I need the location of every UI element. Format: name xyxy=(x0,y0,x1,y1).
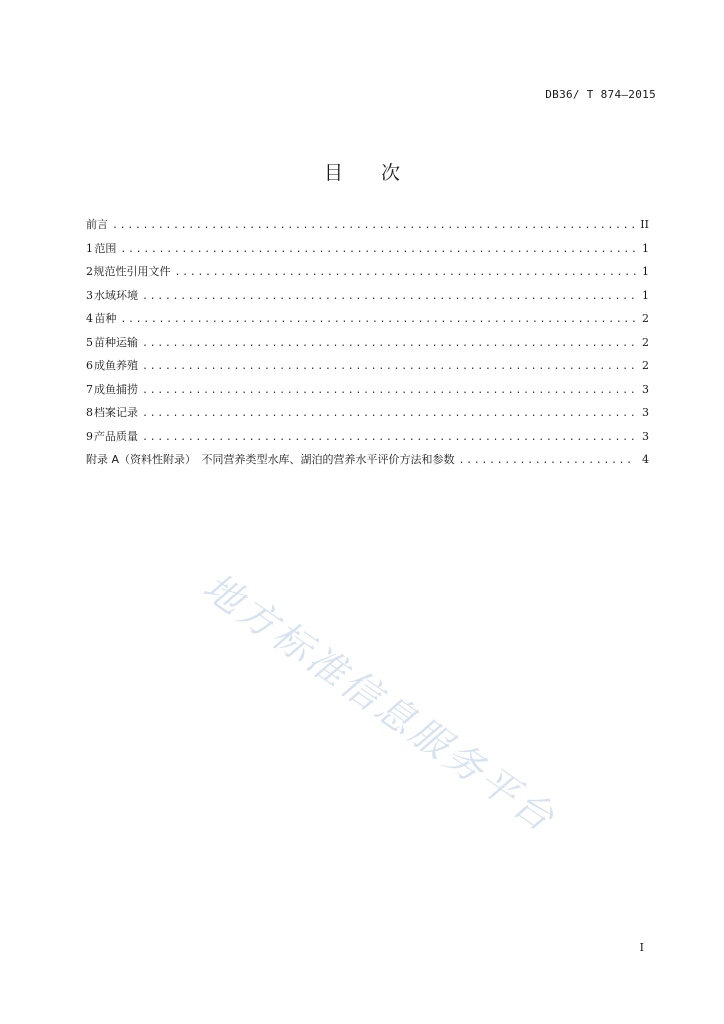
toc-entry-number: 4 xyxy=(86,312,93,325)
toc-heading xyxy=(0,158,724,185)
toc-entry-label: 范围 xyxy=(94,241,117,255)
toc-entry-fry[interactable] xyxy=(86,310,649,334)
dot-leader xyxy=(120,244,636,255)
toc-entry-adult-fish-culture[interactable] xyxy=(86,357,649,381)
toc-entry-normative-references[interactable] xyxy=(86,263,649,287)
toc-entry-page: 2 xyxy=(642,335,649,349)
dot-leader xyxy=(112,220,634,231)
toc-entry-product-quality[interactable] xyxy=(86,428,649,452)
dot-leader xyxy=(459,455,636,466)
toc-entry-number: 1 xyxy=(86,241,93,255)
toc-entry-label: 附录 A（资料性附录） 不同营养类型水库、湖泊的营养水平评价方法和参数 xyxy=(86,453,455,466)
dot-leader xyxy=(142,408,636,419)
toc-entry-page: 3 xyxy=(642,406,649,419)
document-code: DB36/ T 874—2015 xyxy=(545,88,656,101)
page-number: I xyxy=(639,941,644,954)
toc-entry-label: 苗种运输 xyxy=(94,335,138,349)
dot-leader xyxy=(142,291,636,302)
toc-entry-number: 7 xyxy=(86,382,93,396)
toc-entry-number: 6 xyxy=(86,359,93,372)
toc-entry-label: 规范性引用文件 xyxy=(93,265,171,278)
dot-leader xyxy=(142,432,636,443)
toc-entry-water-environment[interactable] xyxy=(86,287,649,311)
dot-leader xyxy=(142,385,636,396)
toc-entry-label: 产品质量 xyxy=(94,429,138,443)
toc-entry-page: 3 xyxy=(642,429,649,443)
toc-entry-records[interactable] xyxy=(86,404,649,428)
toc-entry-page: 4 xyxy=(642,453,649,466)
toc-entry-appendix-a[interactable] xyxy=(86,451,649,475)
toc-entry-page: 1 xyxy=(642,241,649,255)
toc-entry-number: 3 xyxy=(86,288,93,302)
toc-entry-label: 苗种 xyxy=(94,312,117,325)
table-of-contents xyxy=(86,216,649,475)
toc-entry-number: 8 xyxy=(86,406,93,419)
toc-entry-page: 2 xyxy=(642,359,649,372)
toc-entry-fry-transport[interactable] xyxy=(86,334,649,358)
toc-entry-label: 前言 xyxy=(86,218,108,231)
dot-leader xyxy=(142,338,636,349)
dot-leader xyxy=(120,314,636,325)
toc-entry-number: 9 xyxy=(86,429,93,443)
toc-entry-page: 3 xyxy=(642,382,649,396)
watermark: 地方标准信息服务平台 xyxy=(195,564,565,842)
toc-entry-adult-fish-harvest[interactable] xyxy=(86,381,649,405)
toc-entry-label: 档案记录 xyxy=(94,406,138,419)
toc-entry-number: 5 xyxy=(86,335,93,349)
toc-entry-label: 成鱼捕捞 xyxy=(94,382,138,396)
toc-entry-page: II xyxy=(640,218,649,231)
toc-heading-char-2: 次 xyxy=(381,162,401,184)
toc-entry-foreword[interactable] xyxy=(86,216,649,240)
dot-leader xyxy=(142,361,636,372)
toc-entry-scope[interactable] xyxy=(86,240,649,264)
toc-entry-label: 水域环境 xyxy=(94,288,138,302)
toc-entry-page: 2 xyxy=(642,312,649,325)
toc-heading-char-1: 目 xyxy=(323,162,343,184)
dot-leader xyxy=(174,267,636,278)
toc-entry-page: 1 xyxy=(642,265,649,278)
toc-entry-page: 1 xyxy=(642,288,649,302)
toc-entry-label: 成鱼养殖 xyxy=(94,359,138,372)
toc-entry-number: 2 xyxy=(86,265,93,278)
